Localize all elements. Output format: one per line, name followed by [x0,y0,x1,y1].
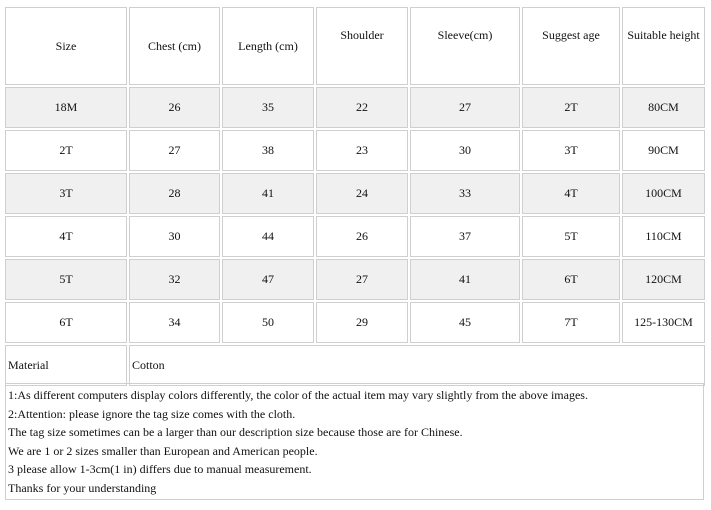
header-length: Length (cm) [222,7,314,85]
cell-chest: 30 [129,216,220,257]
cell-suggest-age: 7T [522,302,620,343]
cell-shoulder: 27 [316,259,408,300]
cell-suitable-height: 90CM [622,130,705,171]
table-row [5,173,705,214]
cell-chest: 34 [129,302,220,343]
cell-suggest-age: 4T [522,173,620,214]
material-row [5,345,705,386]
note-line: We are 1 or 2 sizes smaller than European and American people. [8,443,318,458]
cell-chest: 27 [129,130,220,171]
header-suitable-height: Suitable height [622,7,705,85]
cell-suitable-height: 80CM [622,87,705,128]
cell-size: 4T [5,216,127,257]
note-line: Thanks for your understanding [8,480,157,495]
cell-chest: 32 [129,259,220,300]
cell-size: 3T [5,173,127,214]
cell-length: 44 [222,216,314,257]
cell-suggest-age: 2T [522,87,620,128]
cell-shoulder: 23 [316,130,408,171]
note-line: 2:Attention: please ignore the tag size comes with the cloth. [8,406,296,421]
table-header-row [5,7,705,85]
cell-sleeve: 45 [410,302,520,343]
header-suggest-age: Suggest age [522,7,620,85]
table-row [5,216,705,257]
table-row [5,259,705,300]
cell-suitable-height: 120CM [622,259,705,300]
material-value: Cotton [129,345,705,386]
cell-shoulder: 22 [316,87,408,128]
size-chart-table [3,5,707,388]
cell-suggest-age: 6T [522,259,620,300]
cell-suggest-age: 5T [522,216,620,257]
cell-length: 35 [222,87,314,128]
cell-sleeve: 37 [410,216,520,257]
cell-size: 6T [5,302,127,343]
table-row [5,87,705,128]
cell-shoulder: 24 [316,173,408,214]
note-line: 3 please allow 1-3cm(1 in) differs due to manual measurement. [8,462,312,477]
cell-sleeve: 30 [410,130,520,171]
cell-sleeve: 27 [410,87,520,128]
cell-size: 5T [5,259,127,300]
cell-length: 50 [222,302,314,343]
cell-suggest-age: 3T [522,130,620,171]
cell-size: 2T [5,130,127,171]
cell-sleeve: 33 [410,173,520,214]
header-sleeve: Sleeve(cm) [410,7,520,85]
header-size: Size [5,7,127,85]
cell-size: 18M [5,87,127,128]
header-chest: Chest (cm) [129,7,220,85]
cell-chest: 26 [129,87,220,128]
cell-suitable-height: 125-130CM [622,302,705,343]
material-label: Material [5,345,127,386]
cell-suitable-height: 100CM [622,173,705,214]
cell-chest: 28 [129,173,220,214]
cell-suitable-height: 110CM [622,216,705,257]
header-shoulder: Shoulder [316,7,408,85]
cell-length: 38 [222,130,314,171]
cell-shoulder: 26 [316,216,408,257]
notes-box [5,383,704,500]
cell-sleeve: 41 [410,259,520,300]
cell-length: 47 [222,259,314,300]
cell-shoulder: 29 [316,302,408,343]
table-row [5,130,705,171]
note-line: 1:As different computers display colors differently, the color of the actual item may vary slightly from the above images. [8,388,588,402]
table-row [5,302,705,343]
note-line: The tag size sometimes can be a larger than our description size because those are for Chinese. [8,425,463,440]
cell-length: 41 [222,173,314,214]
